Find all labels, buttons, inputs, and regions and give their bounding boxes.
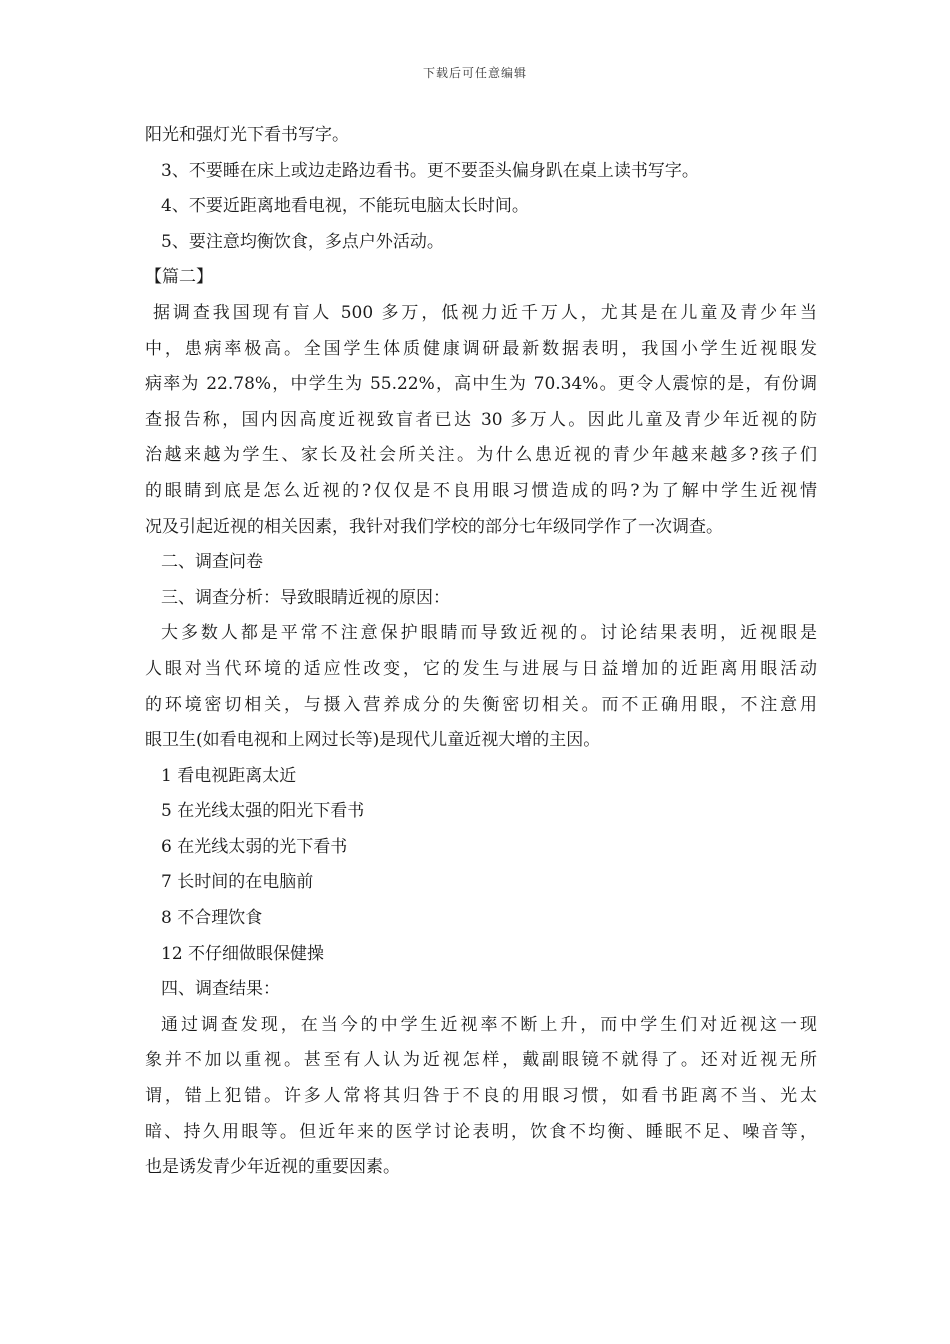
paragraph-line: 治越来越为学生、家长及社会所关注。为什么患近视的青少年越来越多?孩子们 (145, 445, 817, 466)
paragraph-line: 暗、持久用眼等。但近年来的医学讨论表明，饮食不均衡、睡眠不足、噪音等， (145, 1121, 817, 1142)
section-heading-questionnaire: 二、调查问卷 (161, 552, 263, 573)
paragraph-line: 查报告称，国内因高度近视致盲者已达 30 多万人。因此儿童及青少年近视的防 (145, 409, 817, 430)
cause-item: 1 看电视距离太近 (161, 765, 297, 786)
paragraph-line: 人眼对当代环境的适应性改变，它的发生与进展与日益增加的近距离用眼活动 (145, 658, 817, 679)
paragraph-line: 象并不加以重视。甚至有人认为近视怎样，戴副眼镜不就得了。还对近视无所 (145, 1050, 817, 1071)
section-heading-results: 四、调查结果： (161, 979, 280, 1000)
paragraph-line: 病率为 22.78%，中学生为 55.22%，高中生为 70.34%。更令人震惊的是，有份调 (145, 374, 817, 395)
paragraph-line: 谓，错上犯错。许多人常将其归咎于不良的用眼习惯，如看书距离不当、光太 (145, 1086, 817, 1107)
paragraph-line: 中，患病率极高。全国学生体质健康调研最新数据表明，我国小学生近视眼发 (145, 338, 817, 359)
document-body (145, 118, 817, 1186)
list-item-5: 5、要注意均衡饮食，多点户外活动。 (161, 231, 444, 252)
cause-item: 7 长时间的在电脑前 (161, 872, 314, 893)
page-header: 下载后可任意编辑 (422, 66, 527, 80)
paragraph-line: 的眼睛到底是怎么近视的?仅仅是不良用眼习惯造成的吗?为了解中学生近视情 (145, 480, 817, 501)
paragraph-line: 通过调查发现，在当今的中学生近视率不断上升，而中学生们对近视这一现 (161, 1014, 817, 1035)
paragraph-line: 眼卫生(如看电视和上网过长等)是现代儿童近视大增的主因。 (145, 730, 601, 751)
paragraph-line: 也是诱发青少年近视的重要因素。 (145, 1157, 400, 1178)
cause-item: 12 不仔细做眼保健操 (161, 943, 325, 964)
cause-item: 8 不合理饮食 (161, 908, 263, 929)
paragraph-line: 况及引起近视的相关因素，我针对我们学校的部分七年级同学作了一次调查。 (145, 516, 723, 537)
section-heading-part-two: 【篇二】 (145, 267, 213, 288)
paragraph-line: 的环境密切相关，与摄入营养成分的失衡密切相关。而不正确用眼，不注意用 (145, 694, 817, 715)
list-item-3: 3、不要睡在床上或边走路边看书。更不要歪头偏身趴在桌上读书写字。 (161, 160, 699, 181)
cause-item: 5 在光线太强的阳光下看书 (161, 801, 365, 822)
paragraph-line: 阳光和强灯光下看书写字。 (145, 125, 349, 145)
paragraph-line: 大多数人都是平常不注意保护眼睛而导致近视的。讨论结果表明，近视眼是 (161, 623, 817, 644)
section-heading-analysis: 三、调查分析：导致眼睛近视的原因： (161, 587, 450, 608)
list-item-4: 4、不要近距离地看电视，不能玩电脑太长时间。 (161, 196, 529, 217)
cause-item: 6 在光线太弱的光下看书 (161, 836, 348, 857)
paragraph-line: 据调查我国现有盲人 500 多万，低视力近千万人，尤其是在儿童及青少年当 (153, 302, 817, 323)
